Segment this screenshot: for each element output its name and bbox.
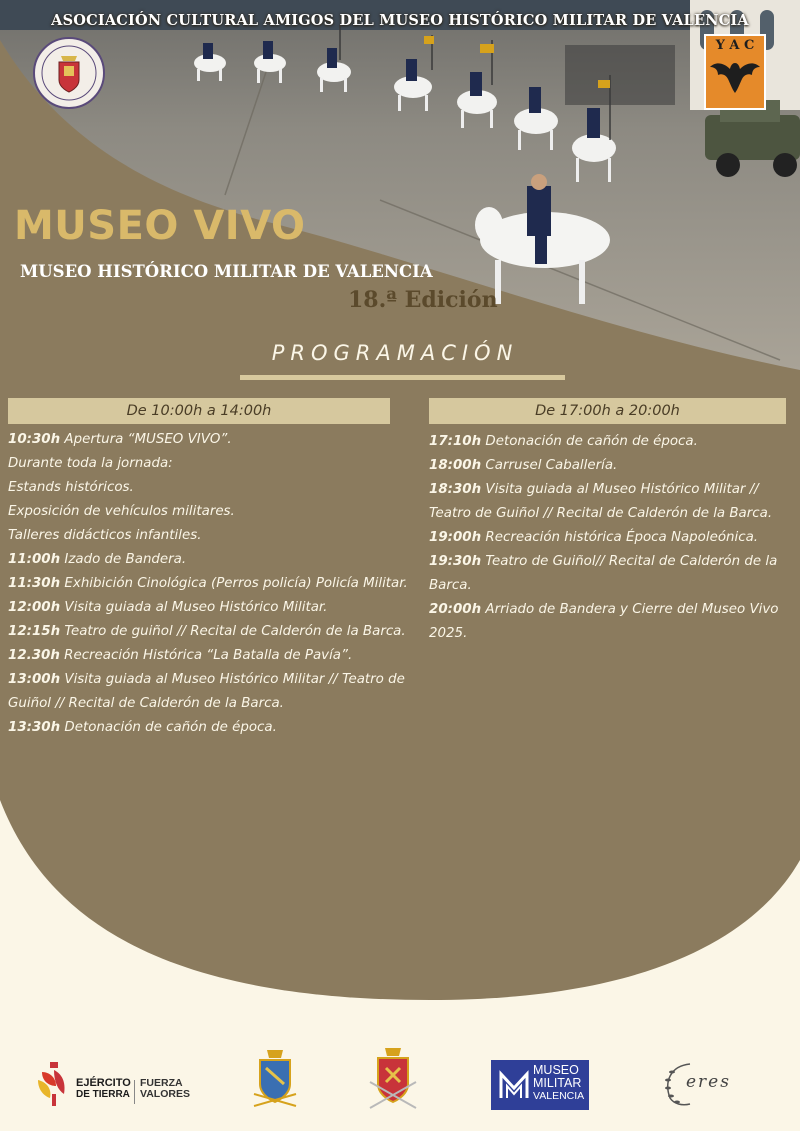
programme-underline <box>240 375 565 380</box>
ceres-logo <box>660 1058 740 1110</box>
blue-shield-crest-icon <box>250 1048 300 1112</box>
fuerza-line1: FUERZA <box>140 1077 183 1089</box>
schedule-item: 19:30h Teatro de Guiñol// Recital de Calderón de la Barca. <box>429 554 778 593</box>
schedule-item: 18:00h Carrusel Caballería. <box>429 458 618 473</box>
museo-line1: MUSEO <box>533 1063 579 1077</box>
afternoon-header: De 17:00h a 20:00h <box>429 398 786 424</box>
sponsor-logos <box>0 1050 800 1120</box>
museum-m-icon <box>497 1068 531 1102</box>
association-name: ASOCIACIÓN CULTURAL AMIGOS DEL MUSEO HISTÓRICO MILITAR DE VALENCIA <box>51 12 749 29</box>
schedule-item: 20:00h Arriado de Bandera y Cierre del Museo Vivo 2025. <box>429 602 779 641</box>
schedule-item: 11:00h Izado de Bandera. <box>8 552 187 567</box>
museo-line2: MILITAR <box>533 1076 582 1090</box>
schedule-item: 12:00h Visita guiada al Museo Histórico Militar. <box>8 600 328 615</box>
schedule-item: 12.30h Recreación Histórica “La Batalla de Pavía”. <box>8 648 353 663</box>
schedule-item: 18:30h Visita guiada al Museo Histórico Militar // Teatro de Guiñol // Recital de Calderón de la Barca. <box>429 482 773 521</box>
event-subtitle: MUSEO HISTÓRICO MILITAR DE VALENCIA <box>20 262 433 281</box>
ejercito-line2: DE TIERRA <box>76 1089 130 1100</box>
schedule-item: 12:15h Teatro de guiñol // Recital de Calderón de la Barca. <box>8 624 406 639</box>
schedule-item: Estands históricos. <box>8 480 134 495</box>
yac-badge-text: Y A C <box>715 38 755 53</box>
event-edition: 18.ª Edición <box>348 287 498 313</box>
schedule-item: Talleres didácticos infantiles. <box>8 528 202 543</box>
schedule-item: Durante toda la jornada: <box>8 456 173 471</box>
schedule-item: 11:30h Exhibición Cinológica (Perros policía) Policía Militar. <box>8 576 408 591</box>
crest-seal-icon <box>32 36 106 110</box>
red-shield-crest-icon <box>368 1046 418 1112</box>
ceres-text: eres <box>686 1072 731 1092</box>
schedule-item: Exposición de vehículos militares. <box>8 504 235 519</box>
museo-line3: VALENCIA <box>533 1090 585 1102</box>
yac-badge <box>704 34 766 110</box>
ejercito-de-tierra-logo <box>34 1058 194 1110</box>
fuerza-line2: VALORES <box>140 1088 190 1100</box>
morning-schedule <box>8 428 418 740</box>
army-emblem-icon <box>34 1058 74 1108</box>
association-crest <box>32 36 106 110</box>
morning-header: De 10:00h a 14:00h <box>8 398 390 424</box>
programme-heading: PROGRAMACIÓN <box>271 341 519 365</box>
afternoon-schedule <box>429 430 791 646</box>
museo-militar-valencia-logo <box>491 1060 589 1110</box>
event-title: MUSEO VIVO <box>14 203 306 249</box>
ejercito-line1: EJÉRCITO <box>76 1077 131 1089</box>
schedule-item: 10:30h Apertura “MUSEO VIVO”. <box>8 432 232 447</box>
bat-icon <box>706 55 764 99</box>
schedule-item: 13:30h Detonación de cañón de época. <box>8 720 277 735</box>
schedule-item: 19:00h Recreación histórica Época Napoleónica. <box>429 530 759 545</box>
schedule-item: 17:10h Detonación de cañón de época. <box>429 434 698 449</box>
schedule-item: 13:00h Visita guiada al Museo Histórico Militar // Teatro de Guiñol // Recital de Calderón de la Barca. <box>8 672 405 711</box>
